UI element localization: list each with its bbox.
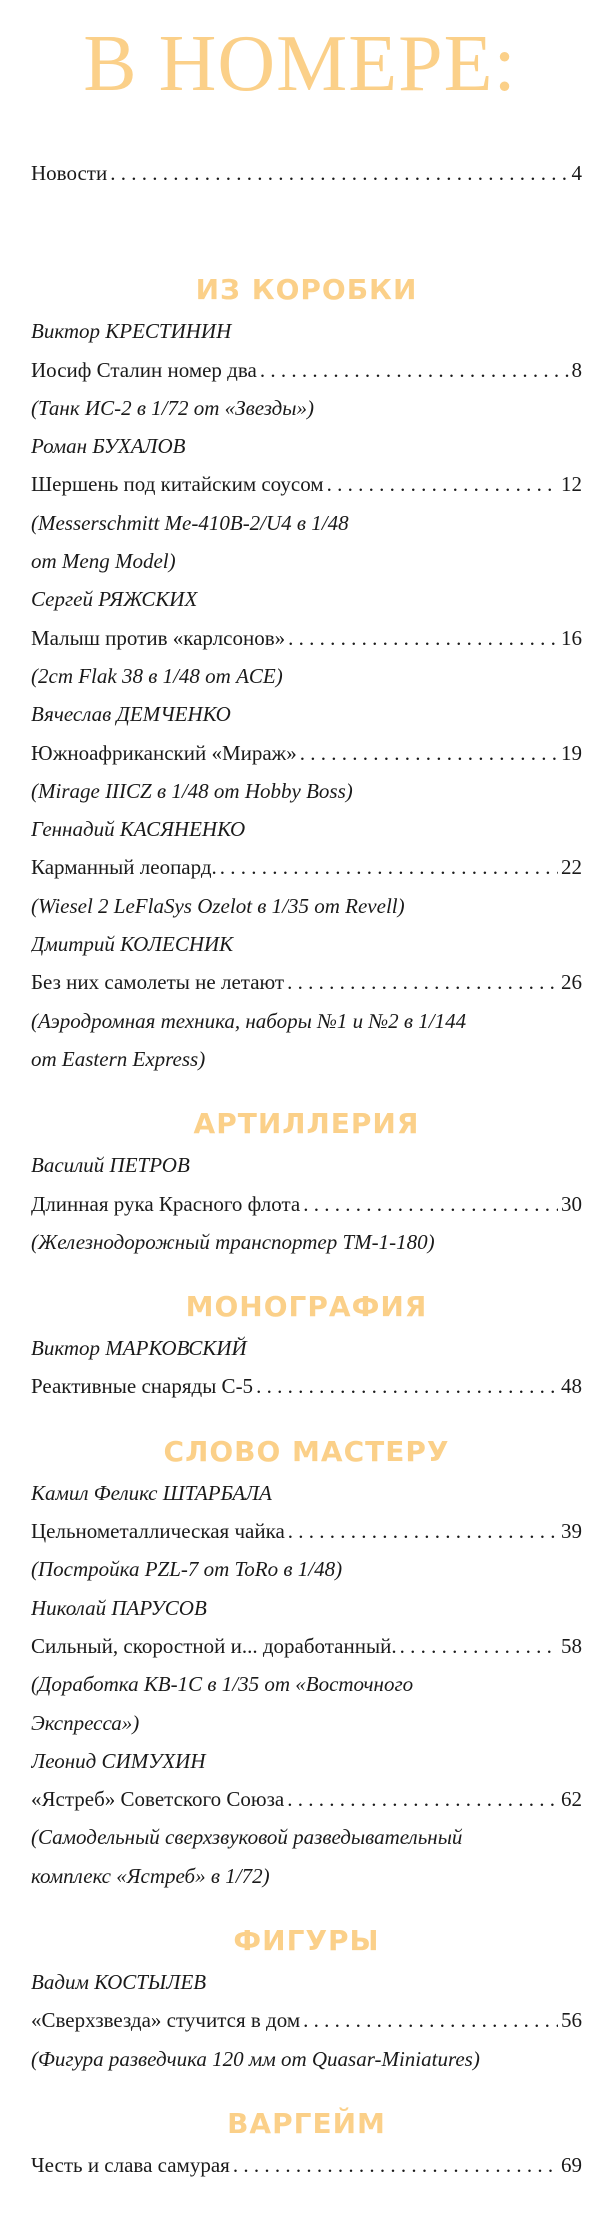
dot-leader: [400, 1627, 558, 1665]
table-of-contents: [31, 154, 582, 2184]
article-subtitle: (Messerschmitt Me-410B-2/U4 в 1/48: [31, 510, 349, 535]
section-heading: МОНОГРАФИЯ: [185, 1290, 428, 1324]
dot-leader: [327, 465, 558, 503]
entry-title: Шершень под китайским соусом: [31, 472, 324, 497]
entry-title: Малыш против «карлсонов»: [31, 625, 286, 650]
toc-entry[interactable]: [31, 1185, 582, 1223]
toc-entry[interactable]: [31, 1512, 582, 1550]
toc-entry[interactable]: [31, 734, 582, 772]
page-number: 8: [571, 357, 582, 382]
article-author: Роман БУХАЛОВ: [31, 434, 186, 459]
article-author: Камил Феликс ШТАРБАЛА: [31, 1480, 272, 1505]
article-author: Василий ПЕТРОВ: [31, 1153, 190, 1178]
dot-leader: [303, 1185, 558, 1223]
entry-title: Без них самолеты не летают: [31, 970, 285, 995]
toc-entry[interactable]: [31, 963, 582, 1001]
dot-leader: [288, 619, 558, 657]
dot-leader: [260, 351, 569, 389]
article-subtitle: (Фигура разведчика 120 мм от Quasar-Miniatures): [31, 2046, 480, 2071]
toc-entry[interactable]: [31, 1780, 582, 1818]
article-subtitle: (Самодельный сверхзвуковой разведывательный: [31, 1825, 463, 1850]
section-heading: ВАРГЕЙМ: [227, 2106, 386, 2140]
dot-leader: [220, 848, 558, 886]
page-number: 58: [561, 1633, 582, 1658]
page-number: 56: [561, 2008, 582, 2033]
article-subtitle: (Аэродромная техника, наборы №1 и №2 в 1/144: [31, 1008, 467, 1033]
toc-entry[interactable]: [31, 1367, 582, 1405]
dot-leader: [110, 154, 568, 192]
entry-title: Карманный леопард.: [31, 855, 217, 880]
article-subtitle: (Постройка PZL-7 от ToRo в 1/48): [31, 1557, 343, 1582]
page-number: 22: [561, 855, 582, 880]
entry-title: «Сверхзвезда» стучится в дом: [31, 2008, 301, 2033]
entry-title: Длинная рука Красного флота: [31, 1191, 301, 1216]
page-number: 62: [561, 1787, 582, 1812]
page-number: 48: [561, 1374, 582, 1399]
section-heading: АРТИЛЛЕРИЯ: [193, 1107, 420, 1141]
article-subtitle: Экспресса»): [31, 1710, 140, 1735]
dot-leader: [256, 1367, 558, 1405]
dot-leader: [288, 1512, 558, 1550]
dot-leader: [287, 963, 558, 1001]
toc-entry[interactable]: [31, 2001, 582, 2039]
toc-entry-news[interactable]: [31, 154, 582, 192]
page-number: 69: [561, 2152, 582, 2177]
article-subtitle: комплекс «Ястреб» в 1/72): [31, 1863, 270, 1888]
page-number: 26: [561, 970, 582, 995]
article-subtitle: (Танк ИС-2 в 1/72 от «Звезды»): [31, 395, 314, 420]
article-author: Сергей РЯЖСКИХ: [31, 587, 198, 612]
section-heading: СЛОВО МАСТЕРУ: [163, 1434, 450, 1468]
article-subtitle: (2cm Flak 38 в 1/48 от ACE): [31, 663, 283, 688]
dot-leader: [287, 1780, 558, 1818]
entry-title: Сильный, скоростной и... доработанный.: [31, 1633, 397, 1658]
toc-entry[interactable]: [31, 619, 582, 657]
dot-leader: [300, 734, 558, 772]
entry-title: Южноафриканский «Мираж»: [31, 740, 297, 765]
article-author: Геннадий КАСЯНЕНКО: [31, 817, 246, 842]
page-number: 39: [561, 1519, 582, 1544]
toc-entry[interactable]: [31, 1627, 582, 1665]
section-heading: ИЗ КОРОБКИ: [195, 273, 418, 307]
article-subtitle: (Mirage IIICZ в 1/48 от Hobby Boss): [31, 778, 353, 803]
toc-entry[interactable]: [31, 351, 582, 389]
article-subtitle: (Доработка КВ-1С в 1/35 от «Восточного: [31, 1672, 414, 1697]
article-subtitle: (Железнодорожный транспортер ТМ-1-180): [31, 1229, 435, 1254]
article-author: Виктор КРЕСТИНИН: [31, 319, 232, 344]
article-author: Виктор МАРКОВСКИЙ: [31, 1336, 247, 1361]
article-author: Николай ПАРУСОВ: [31, 1595, 207, 1620]
article-subtitle: от Meng Model): [31, 549, 176, 574]
entry-title: Новости: [31, 161, 108, 185]
article-author: Дмитрий КОЛЕСНИК: [31, 932, 234, 957]
entry-title: Цельнометаллическая чайка: [31, 1519, 285, 1544]
page-number: 30: [561, 1191, 582, 1216]
dot-leader: [233, 2146, 558, 2184]
toc-entry[interactable]: [31, 2146, 582, 2184]
page-number: 19: [561, 740, 582, 765]
toc-entry[interactable]: [31, 465, 582, 503]
article-author: Вадим КОСТЫЛЕВ: [31, 1969, 207, 1994]
article-subtitle: (Wiesel 2 LeFlaSys Ozelot в 1/35 от Revell): [31, 893, 405, 918]
toc-entry[interactable]: [31, 848, 582, 886]
article-author: Вячеслав ДЕМЧЕНКО: [31, 702, 231, 727]
page-number: 12: [561, 472, 582, 497]
entry-title: «Ястреб» Советского Союза: [31, 1787, 285, 1812]
article-author: Леонид СИМУХИН: [31, 1748, 206, 1773]
article-subtitle: от Eastern Express): [31, 1046, 206, 1071]
section-heading: ФИГУРЫ: [233, 1923, 380, 1957]
entry-title: Иосиф Сталин номер два: [31, 357, 257, 382]
page-number: 4: [571, 161, 582, 185]
entry-title: Честь и слава самурая: [31, 2152, 230, 2177]
entry-title: Реактивные снаряды С-5: [31, 1374, 254, 1399]
page-title: В НОМЕРЕ:: [83, 20, 517, 108]
dot-leader: [303, 2001, 558, 2039]
page-number: 16: [561, 625, 582, 650]
